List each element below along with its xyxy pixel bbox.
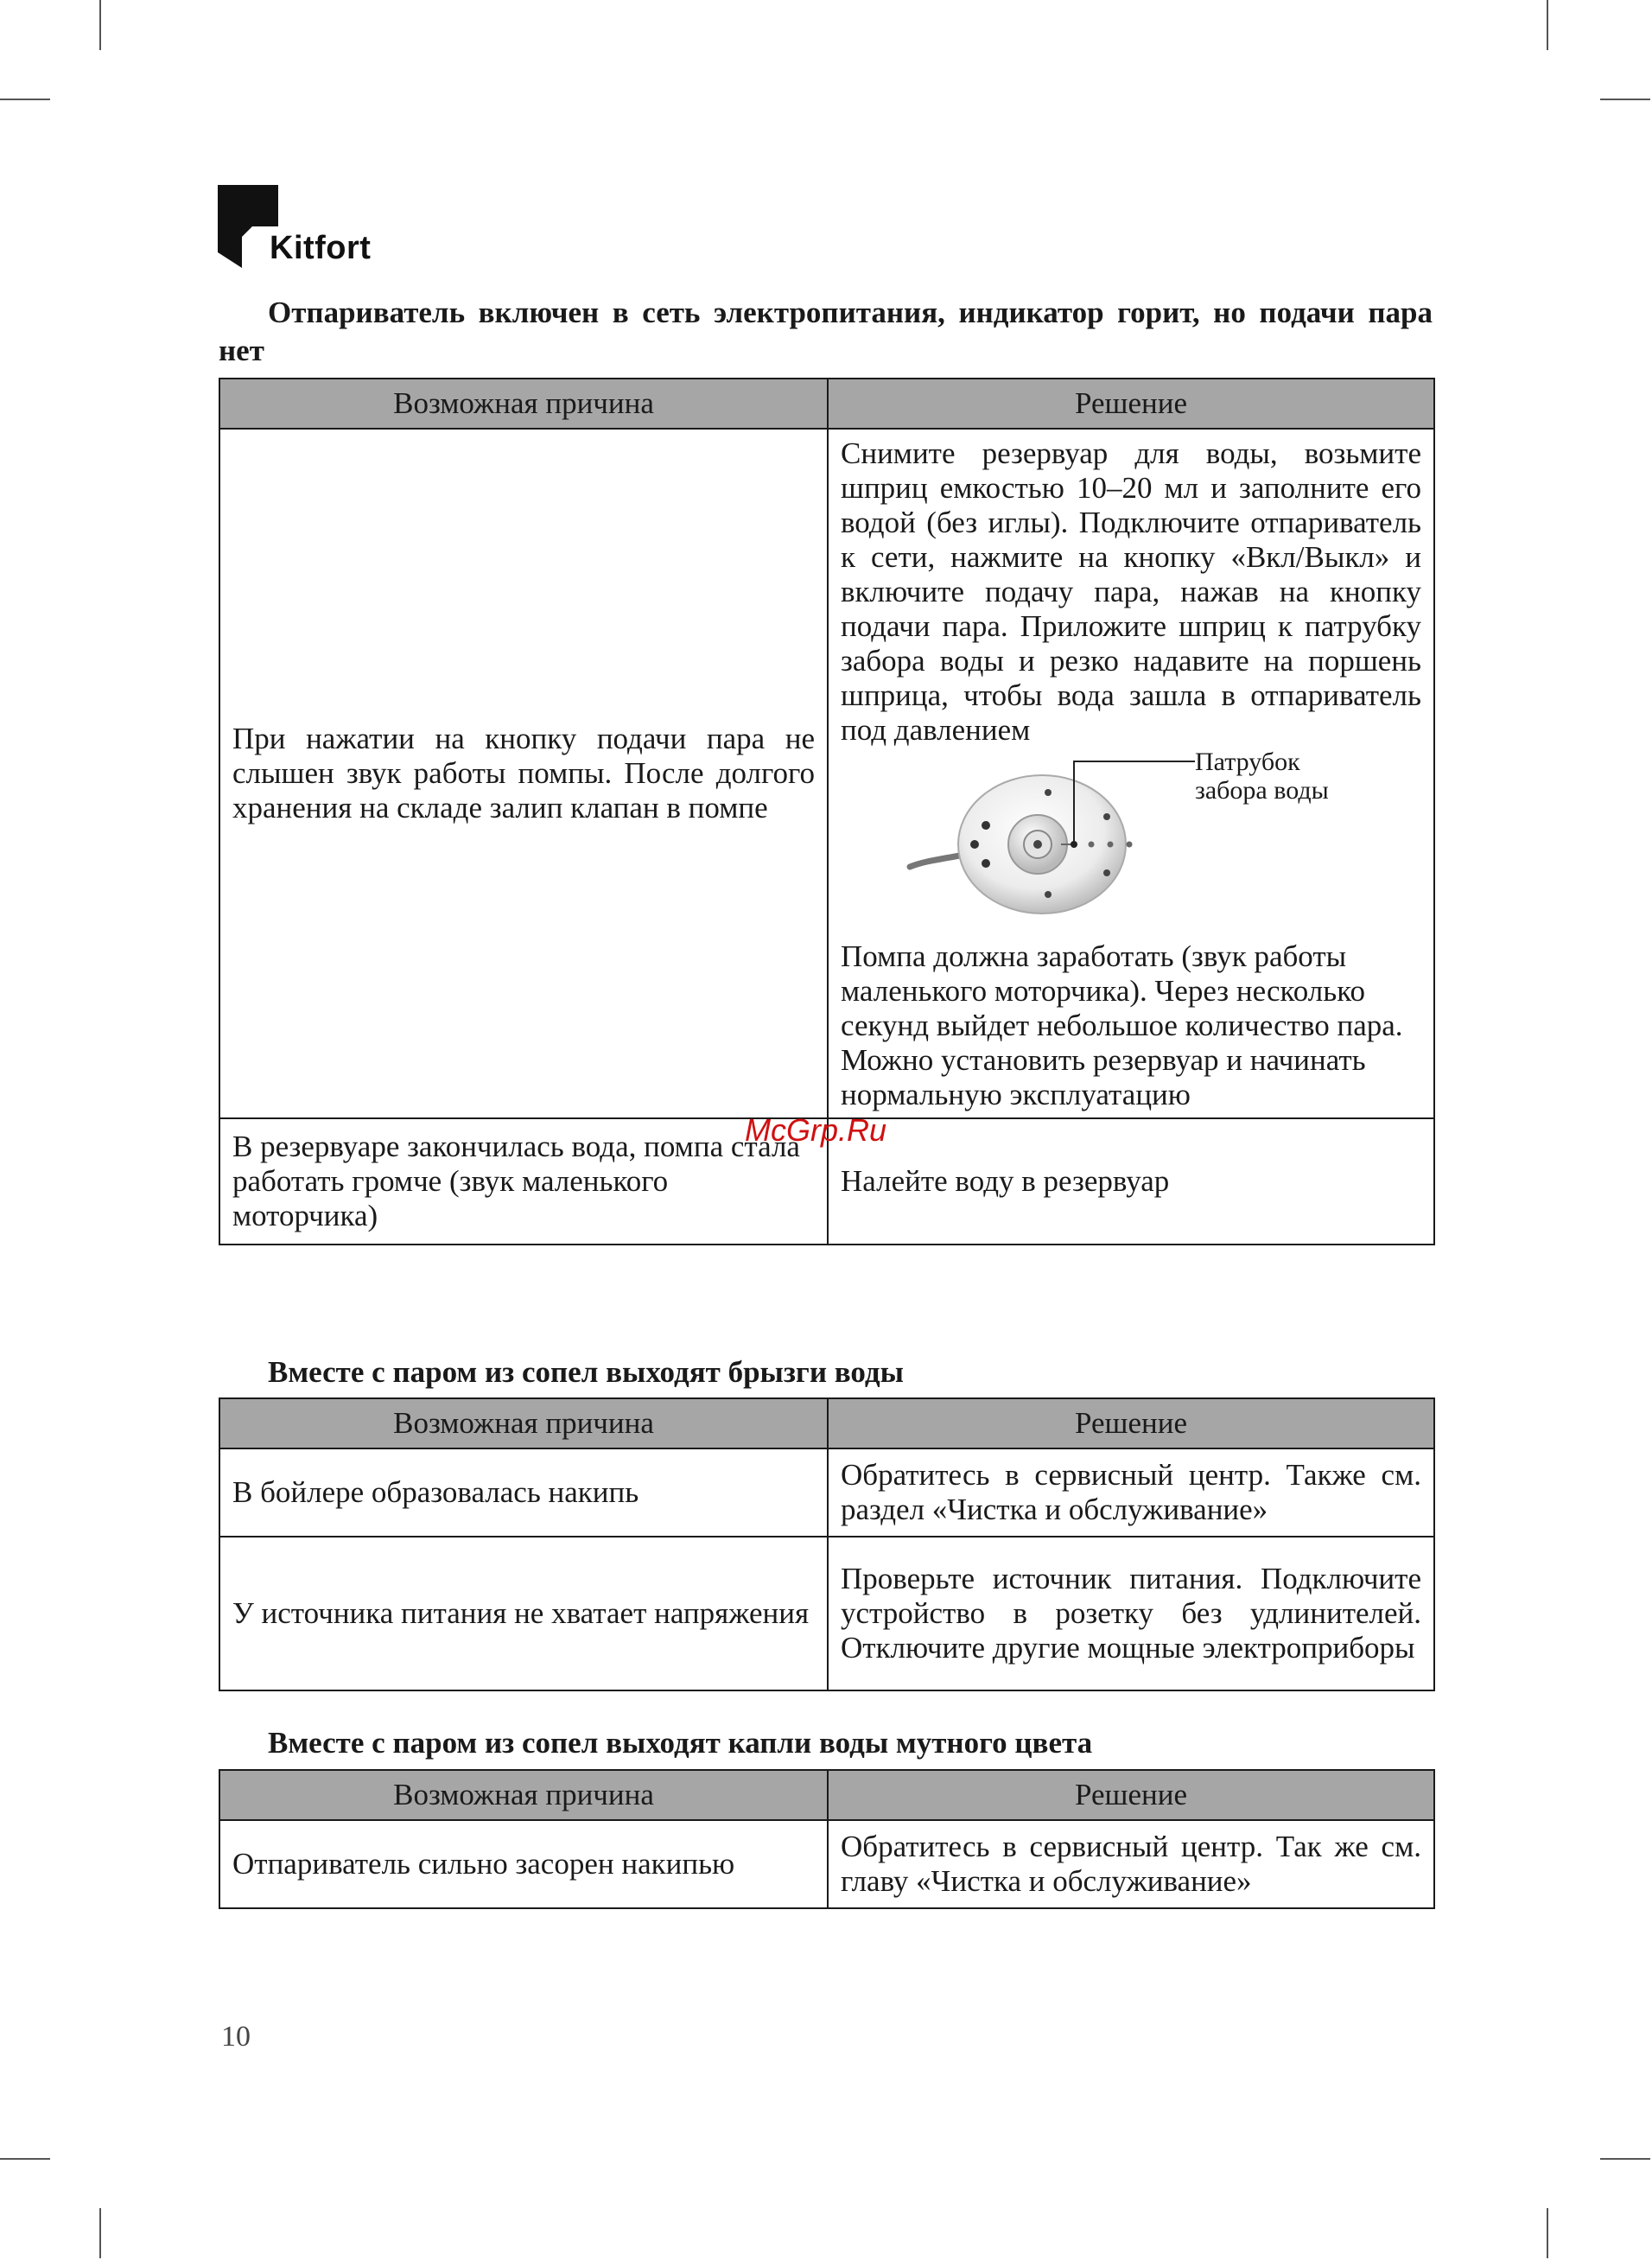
crop-mark <box>0 99 50 100</box>
column-header-solution: Решение <box>828 379 1434 429</box>
section-title: Вместе с паром из сопел выходят капли воды мутного цвета <box>268 1726 1093 1760</box>
crop-mark <box>1600 2158 1650 2160</box>
troubleshooting-table <box>219 1397 1435 1691</box>
column-header-cause: Возможная причина <box>219 1770 828 1820</box>
crop-mark <box>1547 2208 1548 2258</box>
watermark: McGrp.Ru <box>745 1112 887 1148</box>
solution-text: Проверьте источник питания. Подключите устройство в розетку без удлинителей. Отключите другие мощные электроприборы <box>841 1562 1421 1665</box>
cause-text: Отпариватель сильно засорен накипью <box>232 1847 735 1881</box>
table-row <box>219 1537 1434 1690</box>
cause-cell <box>219 1448 828 1537</box>
solution-cell <box>828 1537 1434 1690</box>
cause-text: В резервуаре закончилась вода, помпа стала работать громче (звук маленького моторчика) <box>232 1130 800 1232</box>
column-header-solution: Решение <box>828 1398 1434 1448</box>
brand-name: Kitfort <box>270 230 372 266</box>
steamer-figure <box>841 748 1421 939</box>
troubleshooting-table <box>219 1769 1435 1909</box>
crop-mark <box>1547 0 1548 50</box>
solution-cell <box>828 1118 1434 1245</box>
cause-cell <box>219 1537 828 1690</box>
table-row <box>219 1448 1434 1537</box>
section-title: Отпариватель включен в сеть электропитания, индикатор горит, но подачи пара нет <box>219 296 1433 367</box>
column-header-solution: Решение <box>828 1770 1434 1820</box>
crop-mark <box>99 2208 101 2258</box>
cause-text: У источника питания не хватает напряжения <box>232 1596 810 1630</box>
cause-text: В бойлере образовалась накипь <box>232 1475 639 1509</box>
table-header-row <box>219 379 1434 429</box>
column-header-cause: Возможная причина <box>219 379 828 429</box>
cause-cell <box>219 429 828 1118</box>
steamer-base-illustration <box>841 748 1428 939</box>
table-row <box>219 1820 1434 1908</box>
solution-text: Обратитесь в сервисный центр. Также см. раздел «Чистка и обслуживание» <box>841 1458 1421 1526</box>
solution-text: Помпа должна заработать (звук работы маленького моторчика). Через несколько секунд выйдет небольшое количество пара. Можно установить резервуар и начинать нормальную эксплуатацию <box>841 939 1403 1111</box>
table-header-row <box>219 1770 1434 1820</box>
cause-cell <box>219 1820 828 1908</box>
cause-cell <box>219 1118 828 1245</box>
crop-mark <box>1600 99 1650 100</box>
crop-mark <box>99 0 101 50</box>
solution-text: Обратитесь в сервисный центр. Так же см. главу «Чистка и обслуживание» <box>841 1830 1421 1898</box>
page-number: 10 <box>221 2021 251 2053</box>
crop-mark <box>0 2158 50 2160</box>
cause-text: При нажатии на кнопку подачи пара не слышен звук работы помпы. После долгого хранения на складе залип клапан в помпе <box>232 722 815 824</box>
section-title: Вместе с паром из сопел выходят брызги воды <box>268 1355 904 1389</box>
solution-cell <box>828 1448 1434 1537</box>
solution-cell <box>828 1820 1434 1908</box>
figure-callout-label: Патрубок забора воды <box>1195 748 1329 805</box>
solution-text: Налейте воду в резервуар <box>841 1164 1170 1198</box>
solution-cell <box>828 429 1434 1118</box>
table-header-row <box>219 1398 1434 1448</box>
table-row <box>219 429 1434 1118</box>
solution-text: Снимите резервуар для воды, возьмите шприц емкостью 10–20 мл и заполните его водой (без иглы). Подключите отпариватель к сети, нажмите на кнопку «Вкл/Выкл» и включите подачу пара, нажав на кнопку подачи пара. Приложите шприц к патрубку забора воды и резко надавите на поршень шприца, чтобы вода зашла в отпариватель под давлением <box>841 436 1421 747</box>
column-header-cause: Возможная причина <box>219 1398 828 1448</box>
